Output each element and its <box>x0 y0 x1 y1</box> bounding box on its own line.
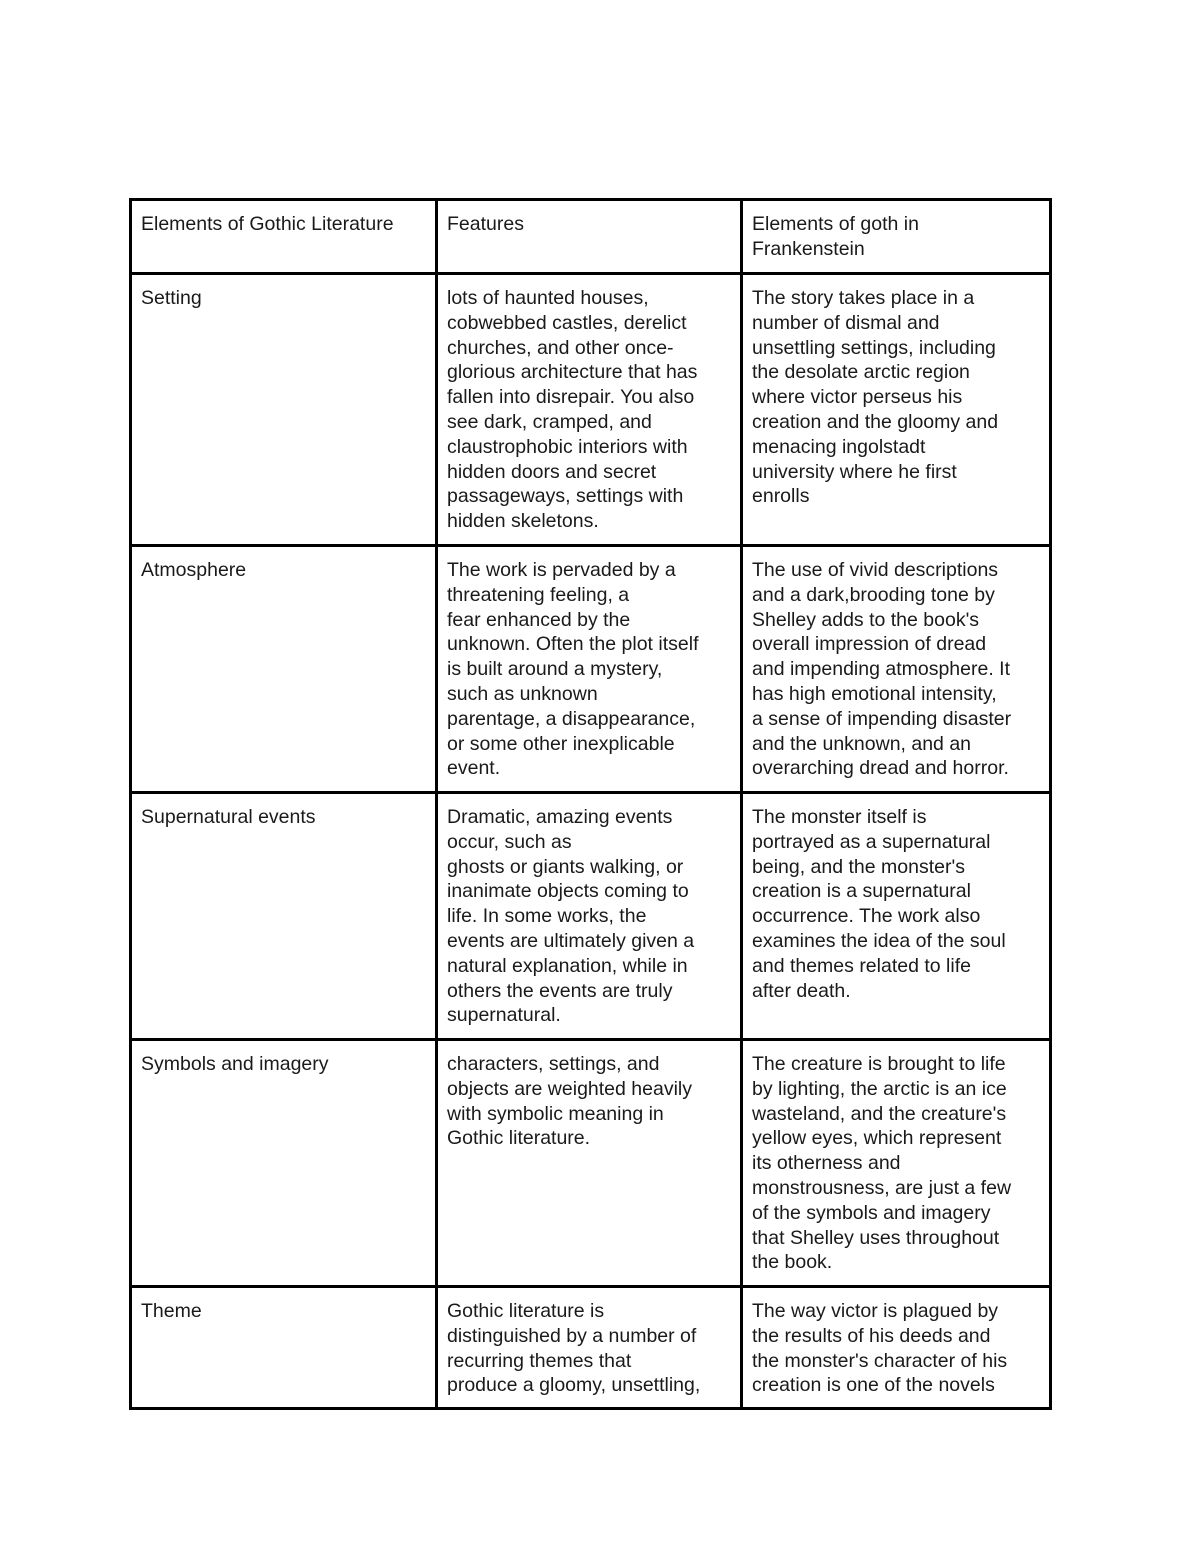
header-cell-frankenstein: Elements of goth in Frankenstein <box>742 200 1051 274</box>
header-cell-features: Features <box>437 200 742 274</box>
frankenstein-cell: The story takes place in a number of dismal and unsettling settings, including the desolate arctic region where victor perseus his creation and the gloomy and menacing ingolstadt university where he first enrolls <box>742 274 1051 546</box>
features-cell: The work is pervaded by a threatening feeling, a fear enhanced by the unknown. Often the plot itself is built around a mystery, such as unknown parentage, a disappearance, or some other inexplicable event. <box>437 546 742 793</box>
table-header-row <box>131 200 1051 274</box>
table-row <box>131 793 1051 1040</box>
table-row <box>131 1287 1051 1409</box>
features-cell: characters, settings, and objects are weighted heavily with symbolic meaning in Gothic literature. <box>437 1040 742 1287</box>
frankenstein-cell: The way victor is plagued by the results of his deeds and the monster's character of his creation is one of the novels <box>742 1287 1051 1409</box>
frankenstein-cell: The monster itself is portrayed as a supernatural being, and the monster's creation is a supernatural occurrence. The work also examines the idea of the soul and themes related to life after death. <box>742 793 1051 1040</box>
element-cell: Atmosphere <box>131 546 437 793</box>
header-cell-elements: Elements of Gothic Literature <box>131 200 437 274</box>
features-cell: lots of haunted houses, cobwebbed castles, derelict churches, and other once- glorious architecture that has fallen into disrepair. You also see dark, cramped, and claustrophobic interiors with hidden doors and secret passageways, settings with hidden skeletons. <box>437 274 742 546</box>
table-row <box>131 1040 1051 1287</box>
table-row <box>131 274 1051 546</box>
features-cell: Dramatic, amazing events occur, such as ghosts or giants walking, or inanimate objects coming to life. In some works, the events are ultimately given a natural explanation, while in others the events are truly supernatural. <box>437 793 742 1040</box>
element-cell: Symbols and imagery <box>131 1040 437 1287</box>
features-cell: Gothic literature is distinguished by a number of recurring themes that produce a gloomy, unsettling, <box>437 1287 742 1409</box>
frankenstein-cell: The use of vivid descriptions and a dark,brooding tone by Shelley adds to the book's overall impression of dread and impending atmosphere. It has high emotional intensity, a sense of impending disaster and the unknown, and an overarching dread and horror. <box>742 546 1051 793</box>
element-cell: Supernatural events <box>131 793 437 1040</box>
gothic-elements-table <box>129 198 1052 1410</box>
table-row <box>131 546 1051 793</box>
element-cell: Theme <box>131 1287 437 1409</box>
frankenstein-cell: The creature is brought to life by lighting, the arctic is an ice wasteland, and the creature's yellow eyes, which represent its otherness and monstrousness, are just a few of the symbols and imagery that Shelley uses throughout the book. <box>742 1040 1051 1287</box>
element-cell: Setting <box>131 274 437 546</box>
